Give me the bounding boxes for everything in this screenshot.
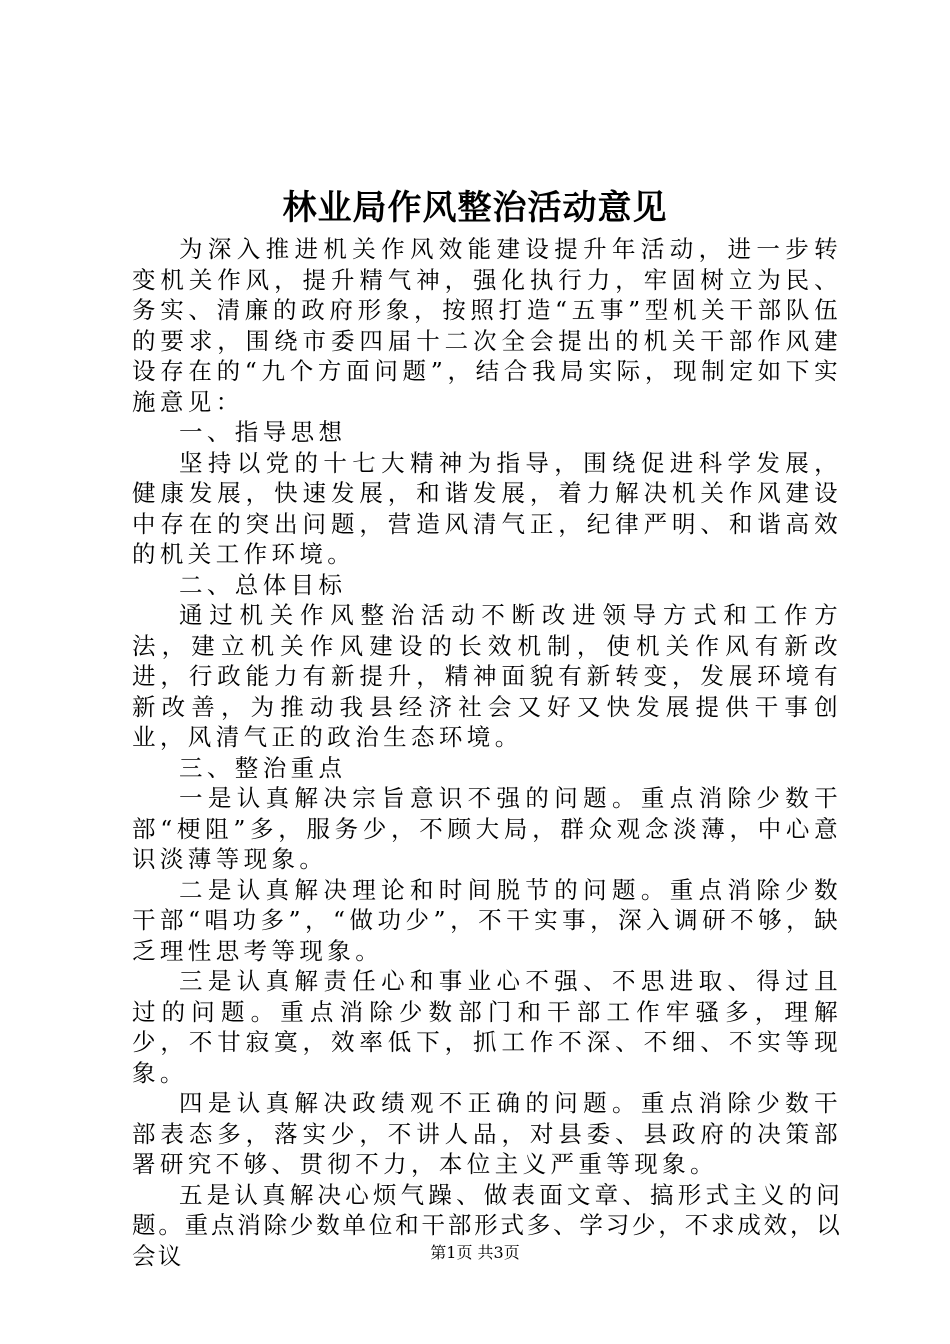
- guiding-ideology-paragraph: 坚持以党的十七大精神为指导，围绕促进科学发展，健康发展，快速发展，和谐发展，着力解决机关作风建设中存在的突出问题，营造风清气正，纪律严明、和谐高效的机关工作环境。: [132, 448, 842, 568]
- key-point-3-paragraph: 三是认真解责任心和事业心不强、不思进取、得过且过的问题。重点消除少数部门和干部工作牢骚多，理解少，不甘寂寞，效率低下，抓工作不深、不细、不实等现象。: [132, 967, 842, 1087]
- intro-paragraph: 为深入推进机关作风效能建设提升年活动，进一步转变机关作风，提升精气神，强化执行力，牢固树立为民、务实、清廉的政府形象，按照打造“五事”型机关干部队伍的要求，围绕市委四届十二次全会提出的机关干部作风建设存在的“九个方面问题”，结合我局实际，现制定如下实施意见：: [132, 235, 842, 416]
- document-title: 林业局作风整治活动意见: [282, 188, 668, 228]
- section-heading-guiding-ideology: 一、指导思想: [179, 418, 347, 446]
- key-point-2-paragraph: 二是认真解决理论和时间脱节的问题。重点消除少数干部“唱功多”，“做功少”，不干实事，深入调研不够，缺乏理性思考等现象。: [132, 875, 842, 965]
- overall-goal-paragraph: 通过机关作风整治活动不断改进领导方式和工作方法，建立机关作风建设的长效机制，使机关作风有新改进，行政能力有新提升，精神面貌有新转变，发展环境有新改善，为推动我县经济社会又好又快发展提供干事创业，风清气正的政治生态环境。: [132, 601, 842, 751]
- key-point-1-paragraph: 一是认真解决宗旨意识不强的问题。重点消除少数干部“梗阻”多，服务少，不顾大局，群众观念淡薄，中心意识淡薄等现象。: [132, 784, 842, 873]
- key-point-4-paragraph: 四是认真解决政绩观不正确的问题。重点消除少数干部表态多，落实少，不讲人品，对县委、县政府的决策部署研究不够、贯彻不力，本位主义严重等现象。: [132, 1089, 842, 1178]
- key-point-5-paragraph: 五是认真解决心烦气躁、做表面文章、搞形式主义的问题。重点消除少数单位和干部形式多、学习少，不求成效，以会议: [132, 1180, 842, 1270]
- section-heading-overall-goal: 二、总体目标: [179, 570, 347, 599]
- page-footer: 第1页 共3页: [430, 1243, 520, 1262]
- section-heading-key-points: 三、整治重点: [179, 753, 347, 782]
- document-body: [132, 234, 842, 1271]
